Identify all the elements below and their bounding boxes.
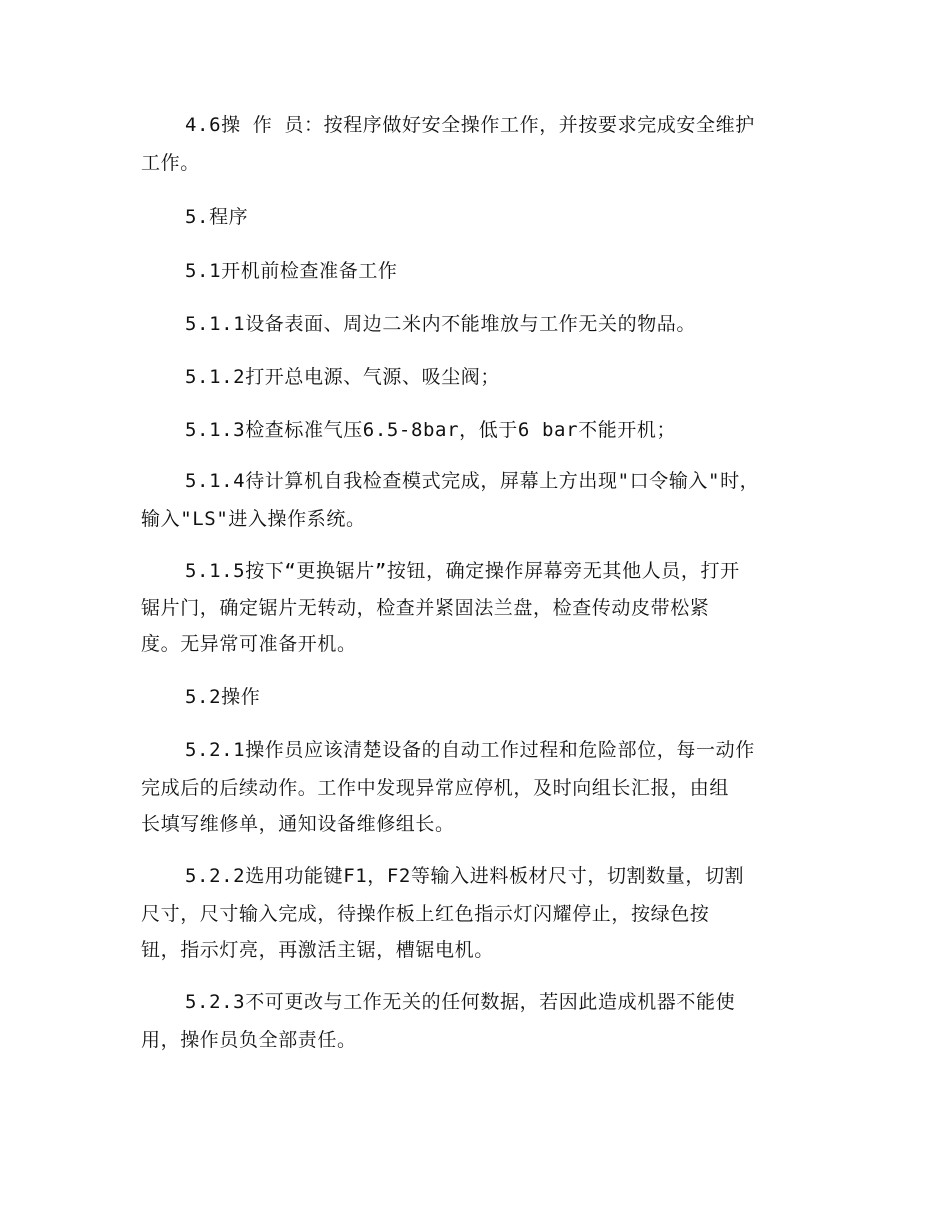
heading-line: 5.2操作 bbox=[185, 686, 261, 708]
paragraph-line: 5.1.2打开总电源、气源、吸尘阀； bbox=[185, 366, 500, 388]
paragraph-line: 5.2.2选用功能键F1，F2等输入进料板材尺寸，切割数量，切割 bbox=[185, 865, 745, 887]
paragraph-line: 5.1.3检查标准气压6.5-8bar，低于6 bar不能开机； bbox=[185, 419, 677, 441]
paragraph-line: 4.6操 作 员：按程序做好安全操作工作，并按要求完成安全维护 bbox=[185, 114, 755, 136]
paragraph-line: 度。无异常可准备开机。 bbox=[141, 633, 357, 655]
heading-line: 5.1开机前检查准备工作 bbox=[185, 260, 398, 282]
heading-line: 5.程序 bbox=[185, 206, 249, 228]
paragraph-line: 用，操作员负全部责任。 bbox=[141, 1029, 357, 1051]
paragraph-line: 长填写维修单，通知设备维修组长。 bbox=[141, 813, 455, 835]
paragraph-line: 完成后的后续动作。工作中发现异常应停机，及时向组长汇报，由组 bbox=[141, 777, 730, 799]
paragraph-line: 工作。 bbox=[141, 152, 200, 174]
paragraph-line: 输入"LS"进入操作系统。 bbox=[141, 508, 366, 530]
paragraph-line: 5.1.1设备表面、周边二米内不能堆放与工作无关的物品。 bbox=[185, 313, 696, 335]
paragraph-line: 5.1.5按下“更换锯片”按钮，确定操作屏幕旁无其他人员，打开 bbox=[185, 560, 740, 582]
paragraph-line: 5.1.4待计算机自我检查模式完成，屏幕上方出现"口令输入"时， bbox=[185, 470, 760, 492]
paragraph-line: 5.2.1操作员应该清楚设备的自动工作过程和危险部位，每一动作 bbox=[185, 739, 755, 761]
paragraph-line: 锯片门，确定锯片无转动，检查并紧固法兰盘，检查传动皮带松紧 bbox=[141, 597, 710, 619]
paragraph-line: 钮，指示灯亮，再激活主锯，槽锯电机。 bbox=[141, 939, 494, 961]
paragraph-line: 尺寸，尺寸输入完成，待操作板上红色指示灯闪耀停止，按绿色按 bbox=[141, 903, 710, 925]
paragraph-line: 5.2.3不可更改与工作无关的任何数据，若因此造成机器不能使 bbox=[185, 991, 736, 1013]
